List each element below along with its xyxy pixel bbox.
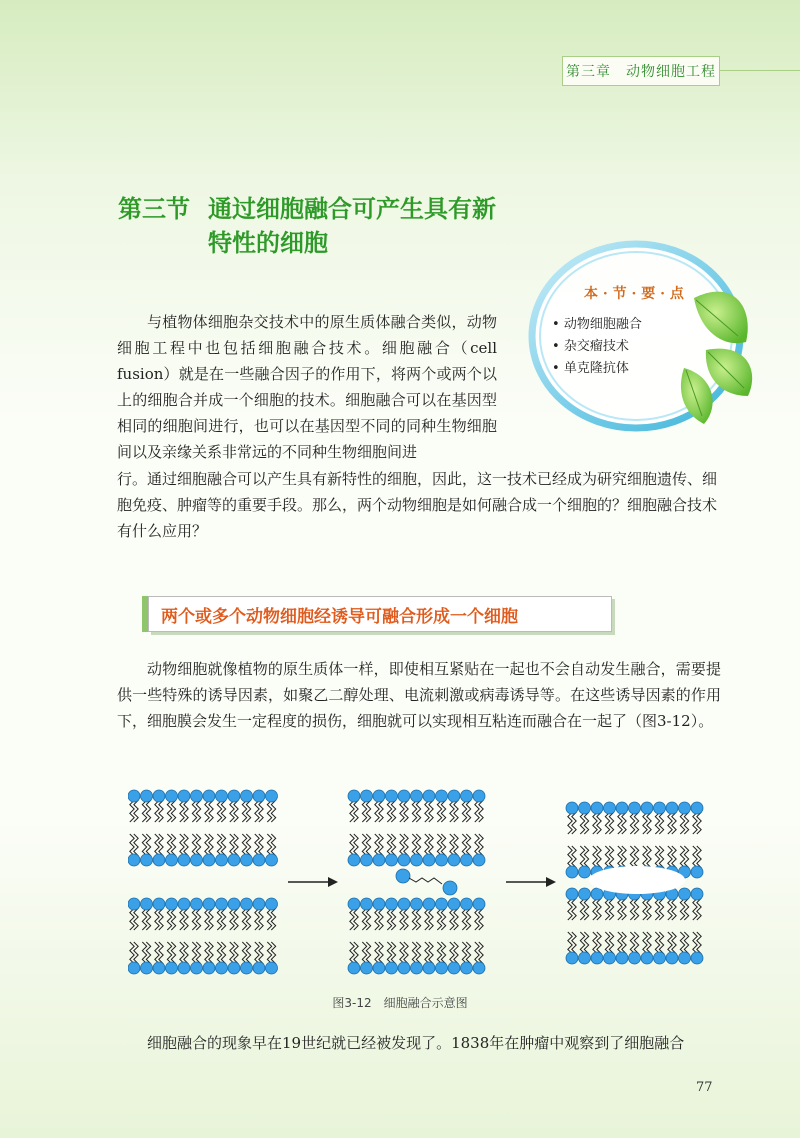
lipid-head-bridge xyxy=(396,869,410,883)
membrane-c-head xyxy=(373,790,385,802)
membrane-b-head xyxy=(178,962,190,974)
membrane-b-head xyxy=(203,962,215,974)
key-point-item: • 单克隆抗体 xyxy=(552,358,642,380)
paragraph-history xyxy=(117,1030,721,1056)
membrane-a-head xyxy=(153,790,165,802)
membrane-b-head xyxy=(191,898,203,910)
membrane-a-head xyxy=(266,854,278,866)
membrane-b-head xyxy=(266,898,278,910)
membrane-d-head xyxy=(398,962,410,974)
membrane-e-head xyxy=(566,802,578,814)
arrow-head xyxy=(546,877,556,887)
membrane-c-head xyxy=(423,854,435,866)
membrane-a-head xyxy=(216,854,228,866)
membrane-c-head xyxy=(373,854,385,866)
membrane-e-head xyxy=(566,866,578,878)
membrane-e-head xyxy=(616,802,628,814)
membrane-e-head xyxy=(591,802,603,814)
membrane-d-head xyxy=(373,898,385,910)
key-points-list xyxy=(552,314,642,380)
membrane-c-head xyxy=(448,854,460,866)
membrane-b-head xyxy=(166,898,178,910)
fusion-pore xyxy=(589,866,685,894)
membrane-b-head xyxy=(128,962,140,974)
membrane-a-head xyxy=(203,854,215,866)
membrane-c-head xyxy=(386,854,398,866)
membrane-b-head xyxy=(128,898,140,910)
membrane-c-head xyxy=(411,790,423,802)
membrane-e-head xyxy=(666,802,678,814)
membrane-e-head xyxy=(579,866,591,878)
paragraph-intro xyxy=(117,309,497,465)
membrane-c-head xyxy=(361,854,373,866)
membrane-d-head xyxy=(361,962,373,974)
membrane-f-head xyxy=(591,888,603,900)
page-number: 77 xyxy=(696,1080,713,1095)
membrane-c-head xyxy=(348,790,360,802)
membrane-d-head xyxy=(348,898,360,910)
lipid-head-bridge xyxy=(443,881,457,895)
membrane-c-head xyxy=(436,854,448,866)
section-title-line1: 通过细胞融合可产生具有新 xyxy=(208,195,496,223)
membrane-c-head xyxy=(348,854,360,866)
membrane-c-head xyxy=(473,790,485,802)
membrane-e-head xyxy=(691,866,703,878)
membrane-c-head xyxy=(398,790,410,802)
lipid-tail-bridge xyxy=(409,878,442,884)
membrane-e-head xyxy=(679,802,691,814)
membrane-a-head xyxy=(253,790,265,802)
membrane-b-head xyxy=(253,962,265,974)
section-title xyxy=(118,192,518,260)
membrane-d-head xyxy=(386,898,398,910)
membrane-d-head xyxy=(348,962,360,974)
membrane-a-head xyxy=(266,790,278,802)
membrane-a-head xyxy=(153,854,165,866)
membrane-e-head xyxy=(654,802,666,814)
membrane-a-head xyxy=(141,790,153,802)
membrane-d-head xyxy=(461,898,473,910)
membrane-b-head xyxy=(266,962,278,974)
key-points-heading: 本 · 节 · 要 · 点 xyxy=(584,286,684,302)
membrane-f-head xyxy=(566,952,578,964)
membrane-d-head xyxy=(361,898,373,910)
membrane-c-head xyxy=(436,790,448,802)
membrane-b-head xyxy=(241,962,253,974)
membrane-a-head xyxy=(166,854,178,866)
membrane-a-head xyxy=(191,854,203,866)
section-number: 第三节 xyxy=(118,195,190,223)
membrane-a-head xyxy=(228,854,240,866)
membrane-f-head xyxy=(679,888,691,900)
membrane-b-head xyxy=(228,962,240,974)
membrane-a-head xyxy=(166,790,178,802)
membrane-c-head xyxy=(448,790,460,802)
membrane-d-head xyxy=(423,898,435,910)
membrane-b-head xyxy=(216,898,228,910)
membrane-f-head xyxy=(629,952,641,964)
membrane-b-head xyxy=(141,962,153,974)
membrane-d-head xyxy=(411,962,423,974)
key-point-item: • 杂交瘤技术 xyxy=(552,336,642,358)
membrane-a-head xyxy=(216,790,228,802)
membrane-d-head xyxy=(473,962,485,974)
membrane-c-head xyxy=(386,790,398,802)
section-title-line2: 特性的细胞 xyxy=(208,229,328,257)
membrane-c-head xyxy=(411,854,423,866)
subsection-heading: 两个或多个动物细胞经诱导可融合形成一个细胞 xyxy=(148,596,612,632)
membrane-b-head xyxy=(153,962,165,974)
membrane-a-head xyxy=(241,790,253,802)
membrane-a-head xyxy=(141,854,153,866)
membrane-d-head xyxy=(448,898,460,910)
membrane-e-head xyxy=(629,802,641,814)
membrane-a-head xyxy=(191,790,203,802)
membrane-b-head xyxy=(241,898,253,910)
membrane-f-head xyxy=(591,952,603,964)
paragraph-history-text: 细胞融合的现象早在19世纪就已经被发现了。1838年在肿瘤中观察到了细胞融合 xyxy=(147,1034,685,1052)
membrane-f-head xyxy=(679,952,691,964)
membrane-c-head xyxy=(473,854,485,866)
membrane-b-head xyxy=(166,962,178,974)
membrane-a-head xyxy=(178,790,190,802)
membrane-d-head xyxy=(473,898,485,910)
membrane-a-head xyxy=(128,790,140,802)
membrane-c-head xyxy=(461,854,473,866)
membrane-f-head xyxy=(691,952,703,964)
membrane-d-head xyxy=(411,898,423,910)
membrane-d-head xyxy=(461,962,473,974)
membrane-d-head xyxy=(436,898,448,910)
membrane-c-head xyxy=(461,790,473,802)
membrane-d-head xyxy=(398,898,410,910)
paragraph-intro-continued: 行。通过细胞融合可以产生具有新特性的细胞，因此，这一技术已经成为研究细胞遗传、细胞免疫、肿瘤等的重要手段。那么，两个动物细胞是如何融合成一个细胞的？细胞融合技术有什么应用？ xyxy=(117,470,718,540)
membrane-e-head xyxy=(691,802,703,814)
membrane-e-head xyxy=(604,802,616,814)
membrane-b-head xyxy=(178,898,190,910)
membrane-c-head xyxy=(423,790,435,802)
membrane-f-head xyxy=(604,952,616,964)
membrane-d-head xyxy=(386,962,398,974)
membrane-a-head xyxy=(128,854,140,866)
membrane-b-head xyxy=(203,898,215,910)
membrane-f-head xyxy=(616,952,628,964)
membrane-a-head xyxy=(241,854,253,866)
arrow-head xyxy=(328,877,338,887)
membrane-b-head xyxy=(228,898,240,910)
membrane-a-head xyxy=(253,854,265,866)
membrane-a-head xyxy=(178,854,190,866)
cell-fusion-diagram xyxy=(128,782,708,982)
membrane-d-head xyxy=(436,962,448,974)
membrane-e-head xyxy=(641,802,653,814)
membrane-f-head xyxy=(641,952,653,964)
membrane-c-head xyxy=(361,790,373,802)
membrane-b-head xyxy=(153,898,165,910)
membrane-f-head xyxy=(691,888,703,900)
membrane-f-head xyxy=(579,888,591,900)
membrane-b-head xyxy=(216,962,228,974)
membrane-e-head xyxy=(579,802,591,814)
paragraph-fusion-induction-text: 动物细胞就像植物的原生质体一样，即使相互紧贴在一起也不会自动发生融合，需要提供一些特殊的诱导因素，如聚乙二醇处理、电流刺激或病毒诱导等。在这些诱导因素的作用下，细胞膜会发生一定程度的损伤，细胞就可以实现相互粘连而融合在一起了（图3-12）。 xyxy=(117,660,721,730)
membrane-f-head xyxy=(566,888,578,900)
figure-caption: 图3-12 细胞融合示意图 xyxy=(332,996,468,1010)
membrane-f-head xyxy=(666,952,678,964)
membrane-b-head xyxy=(191,962,203,974)
membrane-d-head xyxy=(448,962,460,974)
membrane-a-head xyxy=(203,790,215,802)
membrane-a-head xyxy=(228,790,240,802)
membrane-b-head xyxy=(253,898,265,910)
membrane-f-head xyxy=(654,952,666,964)
key-points-panel xyxy=(524,238,760,434)
key-point-item: • 动物细胞融合 xyxy=(552,314,642,336)
header-rule xyxy=(720,70,800,71)
membrane-d-head xyxy=(373,962,385,974)
chapter-header: 第三章 动物细胞工程 xyxy=(562,56,720,86)
membrane-f-head xyxy=(579,952,591,964)
membrane-c-head xyxy=(398,854,410,866)
paragraph-fusion-induction xyxy=(117,656,721,734)
paragraph-intro-text: 与植物体细胞杂交技术中的原生质体融合类似，动物细胞工程中也包括细胞融合技术。细胞融合（cell fusion）就是在一些融合因子的作用下，将两个或两个以上的细胞合并成一个细胞的技术。细胞融合可以在基因型相同的细胞间进行，也可以在基因型不同的同种生物细胞间以及亲缘关系非常远的不同种生物细胞间进 xyxy=(117,313,497,461)
membrane-d-head xyxy=(423,962,435,974)
membrane-b-head xyxy=(141,898,153,910)
